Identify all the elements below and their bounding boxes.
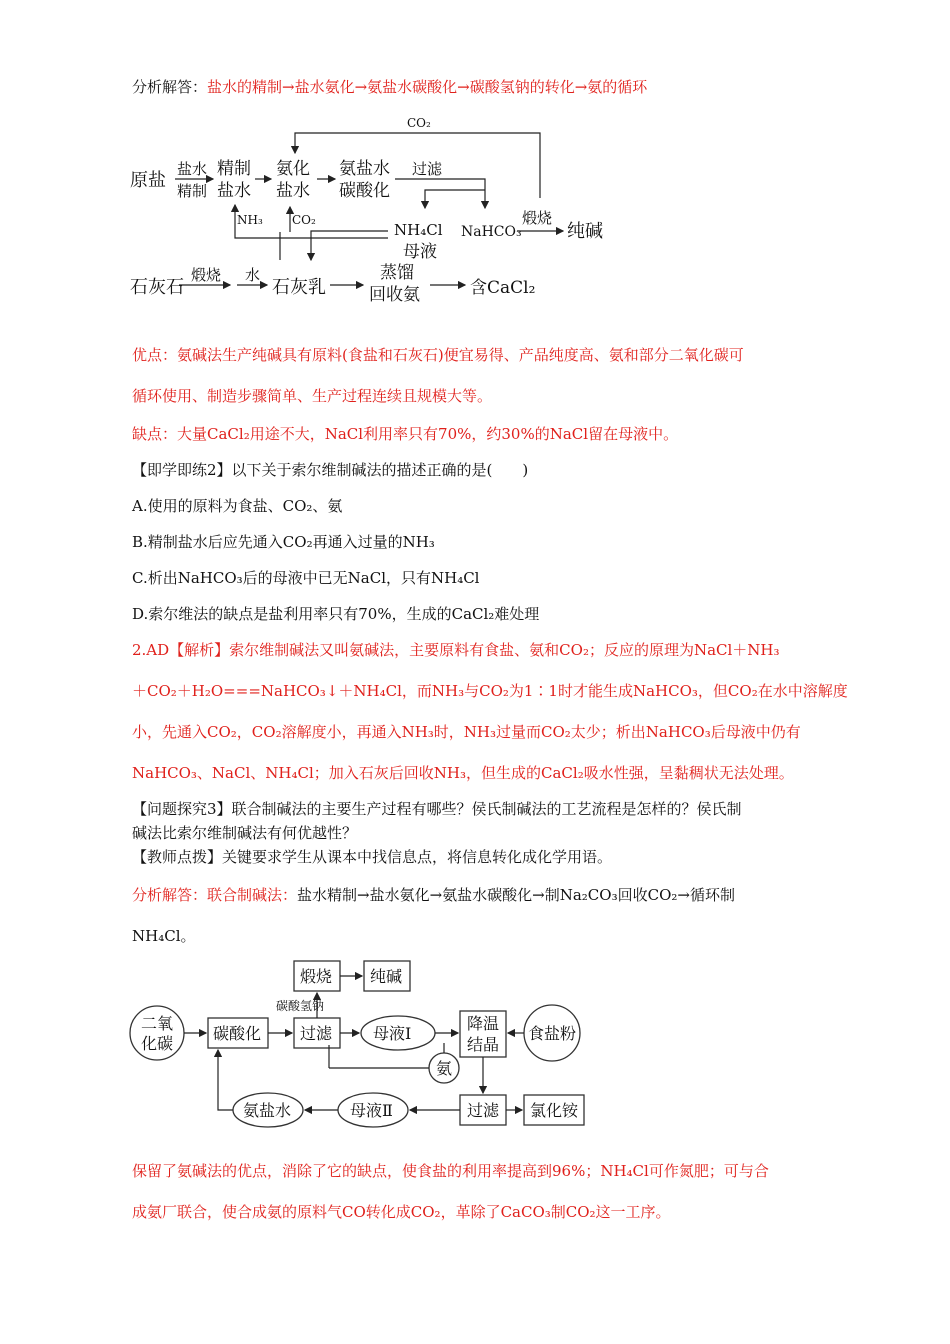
q3-line1: 【问题探究3】联合制碱法的主要生产过程有哪些？侯氏制碱法的工艺流程是怎样的？侯氏制 (132, 800, 742, 818)
nahco3-label: NaHCO₃ (461, 224, 522, 240)
q2-option-b: B.精制盐水后应先通入CO₂再通入过量的NH₃ (132, 533, 435, 551)
advantages-line1: 优点：氨碱法生产纯碱具有原料(食盐和石灰石)便宜易得、产品纯度高、氨和部分二氧化碳可 (132, 346, 744, 364)
nahco3-arrow-label: 碳酸氢钠 (276, 999, 325, 1013)
mother-liquor-label: 母液 (403, 242, 437, 262)
raw-salt-label: 原盐 (130, 170, 166, 191)
ammoniated-brine-label-1: 氨化 (276, 159, 310, 179)
co2-top-label: CO₂ (407, 116, 431, 130)
analysis2: 分析解答：联合制碱法：盐水精制→盐水氨化→氨盐水碳酸化→制Na₂CO₃回收CO₂→循环制 (132, 886, 735, 904)
ammonia-brine: 氨盐水 (243, 1101, 292, 1120)
mother-liquor-2: 母液Ⅱ (350, 1101, 393, 1120)
answer2-line3: 小，先通入CO₂，CO₂溶解度小，再通入NH₃时，NH₃过量而CO₂太少；析出NaHCO₃后母液中仍有 (132, 723, 801, 741)
refined-brine-label-1: 精制 (217, 159, 251, 179)
carbonation-label-2: 碳酸化 (339, 181, 390, 201)
limestone-label: 石灰石 (130, 277, 184, 298)
carbonation-label-1: 氨盐水 (339, 159, 390, 179)
cool-label-1: 降温 (467, 1014, 500, 1033)
answer2-line2: ＋CO₂＋H₂O===NaHCO₃↓＋NH₄Cl，而NH₃与CO₂为1∶1时才能生成NaHCO₃，但CO₂在水中溶解度 (132, 682, 848, 700)
distill-label-1: 蒸馏 (380, 263, 414, 283)
co2-label-2: 化碳 (141, 1034, 174, 1053)
answer2-line1: 2.AD【解析】索尔维制碱法又叫氨碱法，主要原料有食盐、氨和CO₂；反应的原理为NaCl＋NH₃ (132, 641, 780, 659)
teacher-tip: 【教师点拨】关键要求学生从课本中找信息点，将信息转化成化学用语。 (132, 848, 613, 866)
summary-line2: 成氨厂联合，使合成氨的原料气CO转化成CO₂，革除了CaCO₃制CO₂这一工序。 (132, 1203, 671, 1221)
salt-water-label: 盐水 (177, 160, 208, 178)
disadvantages: 缺点：大量CaCl₂用途不大，NaCl利用率只有70%，约30%的NaCl留在母液中。 (132, 425, 679, 443)
analysis1: 分析解答：盐水的精制→盐水氨化→氨盐水碳酸化→碳酸氢钠的转化→氨的循环 (132, 78, 648, 96)
refined-brine-label-2: 盐水 (217, 181, 251, 201)
nh4cl-box: 氯化铵 (530, 1101, 579, 1120)
q2-option-c: C.析出NaHCO₃后的母液中已无NaCl，只有NH₄Cl (132, 569, 480, 587)
filter-label: 过滤 (412, 160, 443, 178)
ammonia-circle: 氨 (436, 1059, 453, 1078)
analysis2-line2: NH₄Cl。 (132, 927, 196, 945)
q2-stem: 【即学即练2】以下关于索尔维制碱法的描述正确的是( ) (132, 461, 529, 479)
q2-option-d: D.索尔维法的缺点是盐利用率只有70%，生成的CaCl₂难处理 (132, 605, 540, 623)
advantages-line2: 循环使用、制造步骤简单、生产过程连续且规模大等。 (132, 387, 493, 405)
calcine2-label: 煅烧 (191, 266, 222, 284)
calcine-box: 煅烧 (300, 967, 333, 986)
q2-option-a: A.使用的原料为食盐、CO₂、氨 (132, 497, 343, 515)
cacl2-label: 含CaCl₂ (470, 278, 536, 298)
combined-soda-flow-diagram (128, 955, 598, 1135)
carbonation-box: 碳酸化 (213, 1024, 262, 1043)
lime-milk-label: 石灰乳 (272, 277, 326, 298)
filter1-box: 过滤 (300, 1024, 333, 1043)
water-label: 水 (245, 266, 261, 284)
ammonia-soda-flow-diagram (125, 108, 603, 308)
cool-label-2: 结晶 (467, 1035, 500, 1054)
ammoniated-brine-label-2: 盐水 (276, 181, 310, 201)
co2-small-label: CO₂ (292, 213, 316, 227)
mother-liquor-1: 母液Ⅰ (373, 1024, 412, 1043)
salt-powder: 食盐粉 (528, 1024, 577, 1043)
refine-label: 精制 (177, 182, 208, 200)
soda-box: 纯碱 (370, 967, 403, 986)
summary-line1: 保留了氨碱法的优点，消除了它的缺点，使食盐的利用率提高到96%；NH₄Cl可作氮肥；可与合 (132, 1162, 769, 1180)
q3-line2: 碱法比索尔维制碱法有何优越性？ (132, 824, 358, 842)
filter2-box: 过滤 (467, 1101, 500, 1120)
nh4cl-label: NH₄Cl (394, 221, 443, 239)
answer2-line4: NaHCO₃、NaCl、NH₄Cl；加入石灰后回收NH₃，但生成的CaCl₂吸水性强，呈黏稠状无法处理。 (132, 764, 794, 782)
soda-ash-label: 纯碱 (567, 221, 603, 242)
calcine-label: 煅烧 (522, 209, 553, 227)
nh3-label: NH₃ (237, 213, 263, 227)
distill-label-2: 回收氨 (369, 285, 420, 305)
co2-label-1: 二氧 (141, 1014, 174, 1033)
